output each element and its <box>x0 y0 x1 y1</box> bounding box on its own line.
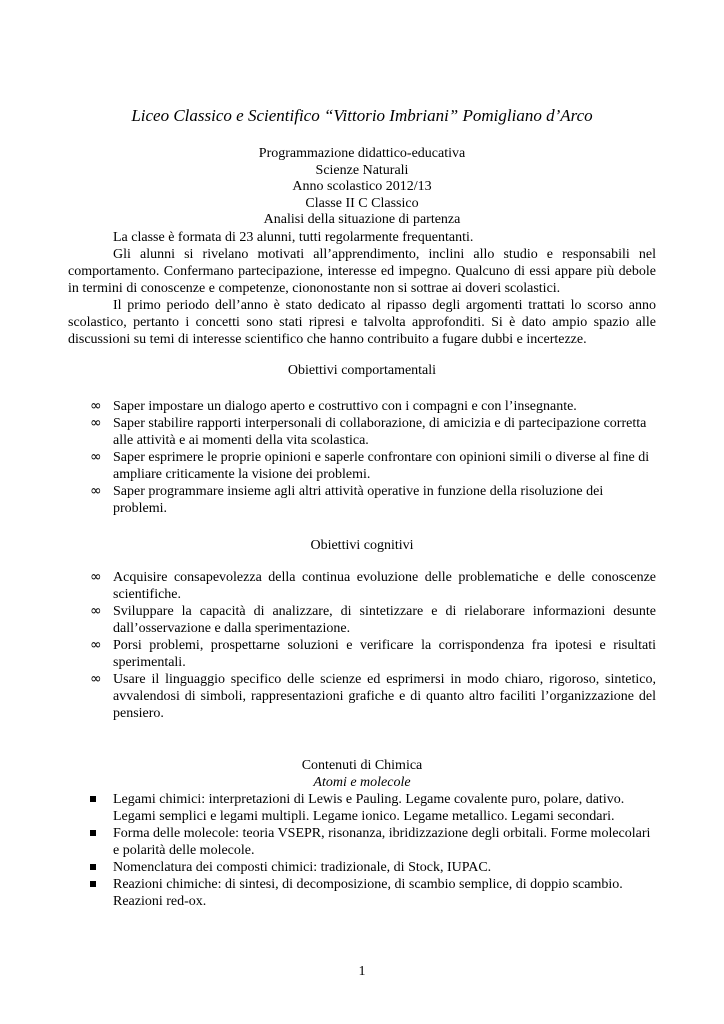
list-item: ∞ Saper stabilire rapporti interpersonali di collaborazione, di amicizia e di partecipazione corretta alle attività e ai momenti della vita scolastica. <box>90 415 647 448</box>
program-title: Programmazione didattico-educativa <box>258 146 466 161</box>
infinity-bullet-icon: ∞ <box>90 603 102 619</box>
list-item: Forma delle molecole: teoria VSEPR, risonanza, ibridizzazione degli orbitali. Forme molecolari e polarità delle molecole. <box>90 825 656 859</box>
square-bullet-icon <box>90 864 96 870</box>
square-bullet-icon <box>90 830 96 836</box>
subject-name: Scienze Naturali <box>315 162 409 178</box>
infinity-bullet-icon: ∞ <box>90 637 102 653</box>
infinity-bullet-icon: ∞ <box>90 398 102 414</box>
behavioral-objectives-heading: Obiettivi comportamentali <box>287 363 437 378</box>
cognitive-objectives-list <box>90 569 656 722</box>
chemistry-subheading: Atomi e molecole <box>313 775 411 790</box>
chemistry-contents-heading: Contenuti di Chimica <box>301 758 423 773</box>
cognitive-objectives-heading: Obiettivi cognitivi <box>310 538 414 553</box>
list-item: ∞ Sviluppare la capacità di analizzare, di sintetizzare e di rielaborare informazioni desunte dall’osservazione e dalla sperimentazione. <box>90 603 656 636</box>
situation-heading: Analisi della situazione di partenza <box>263 212 461 227</box>
infinity-bullet-icon: ∞ <box>90 671 102 687</box>
chemistry-contents-list <box>90 791 656 910</box>
infinity-bullet-icon: ∞ <box>90 449 102 465</box>
class-name: Classe II C Classico <box>305 195 419 211</box>
paragraph: Gli alunni si rivelano motivati all’apprendimento, inclini allo studio e responsabili nel comportamento. Confermano partecipazione, interesse ed impegno. Qualcuno di essi appare più debole in termini di conoscenze e competenze, ciononostante non si sottrae ai doveri scolastici. <box>68 247 656 296</box>
infinity-bullet-icon: ∞ <box>90 569 102 585</box>
behavioral-objectives-list <box>90 398 656 517</box>
infinity-bullet-icon: ∞ <box>90 415 102 431</box>
list-item: ∞ Saper programmare insieme agli altri attività operative in funzione della risoluzione dei problemi. <box>90 483 604 516</box>
infinity-bullet-icon: ∞ <box>90 483 102 499</box>
school-title: Liceo Classico e Scientifico “Vittorio Imbriani” Pomigliano d’Arco <box>131 106 593 125</box>
list-item: Reazioni chimiche: di sintesi, di decomposizione, di scambio semplice, di doppio scambio. Reazioni red-ox. <box>90 876 656 910</box>
list-item: ∞ Porsi problemi, prospettarne soluzioni e verificare la corrispondenza fra ipotesi e risultati sperimentali. <box>90 637 656 670</box>
program-header <box>0 146 724 229</box>
list-item: ∞ Saper impostare un dialogo aperto e costruttivo con i compagni e con l’insegnante. <box>90 398 577 414</box>
list-item: Nomenclatura dei composti chimici: tradizionale, di Stock, IUPAC. <box>90 859 656 876</box>
list-item: ∞ Saper esprimere le proprie opinioni e saperle confrontare con opinioni simili o diverse al fine di ampliare criticamente la visione dei problemi. <box>90 449 650 482</box>
paragraph: Il primo periodo dell’anno è stato dedicato al ripasso degli argomenti trattati lo scorso anno scolastico, pertanto i concetti sono stati ripresi e talvolta approfonditi. Si è dato ampio spazio alle discussioni su temi di interesse scientifico che hanno contribuito a fugare dubbi e incertezze. <box>68 298 656 347</box>
list-item: Legami chimici: interpretazioni di Lewis e Pauling. Legame covalente puro, polare, dativo. Legami semplici e legami multipli. Legame ionico. Legame metallico. Legami secondari. <box>90 791 656 825</box>
paragraph: La classe è formata di 23 alunni, tutti regolarmente frequentanti. <box>113 230 474 245</box>
list-item: ∞ Acquisire consapevolezza della continua evoluzione delle problematiche e delle conoscenze scientifiche. <box>90 569 656 602</box>
square-bullet-icon <box>90 796 96 802</box>
page-number: 1 <box>358 964 366 979</box>
school-year: Anno scolastico 2012/13 <box>292 179 432 194</box>
square-bullet-icon <box>90 881 96 887</box>
situation-text <box>68 229 656 348</box>
list-item: ∞ Usare il linguaggio specifico delle scienze ed esprimersi in modo chiaro, rigoroso, sintetico, avvalendosi di simboli, rappresentazioni grafiche e di quanto altro faciliti l’organizzazione del pensiero. <box>90 671 656 721</box>
